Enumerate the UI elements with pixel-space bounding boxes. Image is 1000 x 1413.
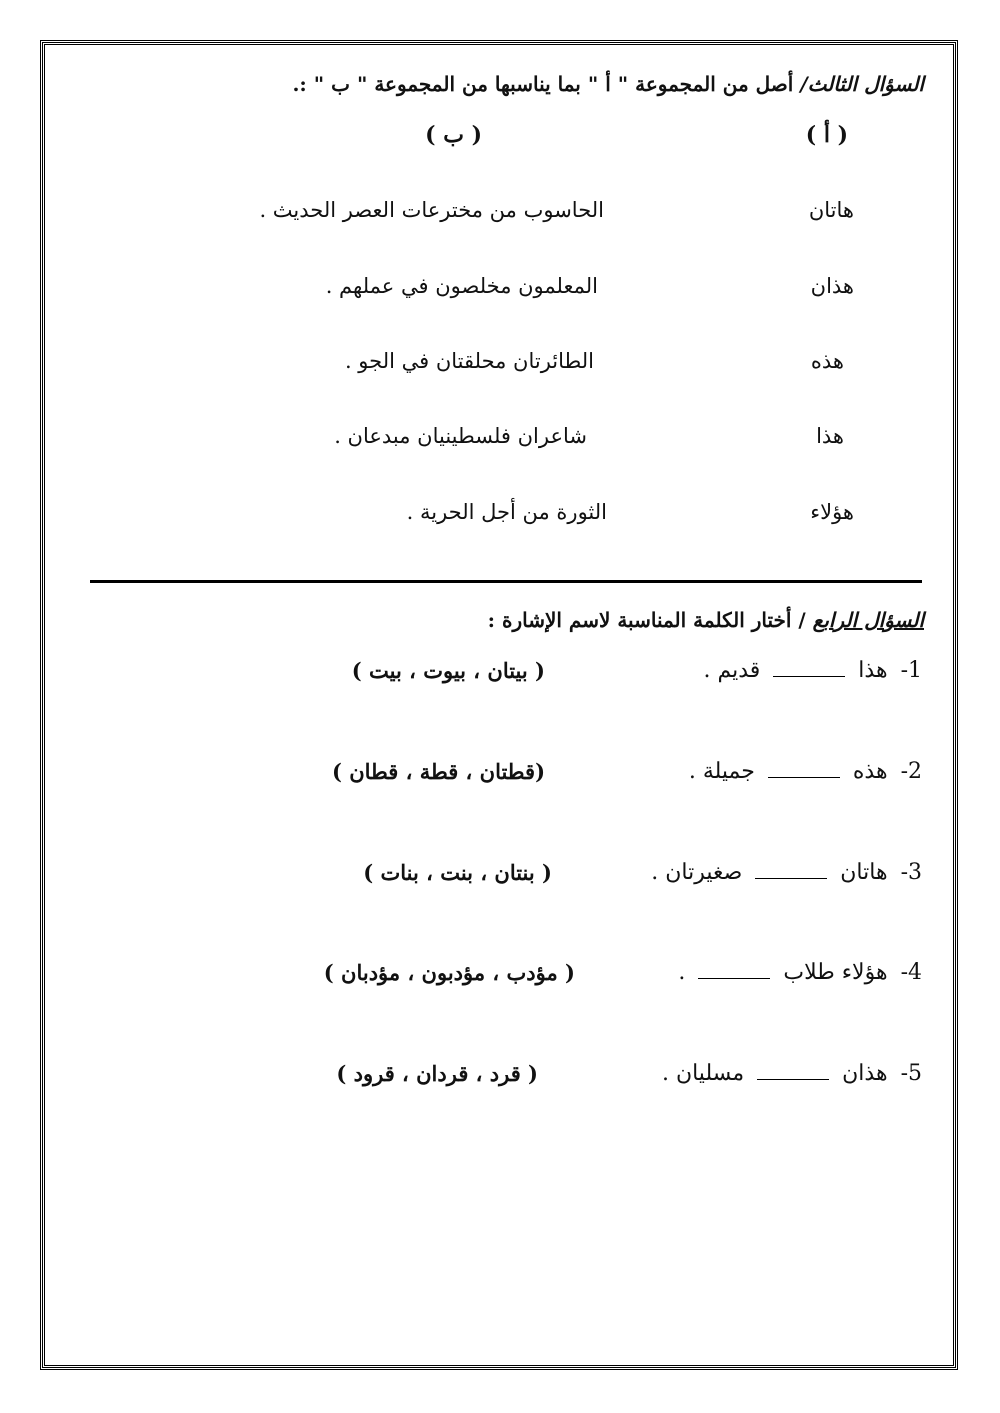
item-number: 1-	[900, 658, 922, 683]
item-after: صغيرتان .	[651, 860, 743, 885]
item-options: ( مؤدب ، مؤدبون ، مؤدبان )	[323, 960, 575, 985]
q3-title	[292, 72, 924, 96]
q3-instruction: أصل من المجموعة " أ " بما يناسبها من المجموعة " ب " :.	[292, 72, 794, 96]
fill-item	[703, 658, 922, 683]
col-a-header: ( أ )	[805, 122, 848, 148]
item-options: (قطتان ، قطة ، قطان )	[331, 759, 545, 784]
item-after: قديم .	[703, 658, 761, 683]
fill-item	[651, 860, 922, 885]
item-number: 4-	[900, 960, 922, 985]
answer-blank[interactable]	[768, 759, 840, 778]
group-a-item: هذان	[810, 274, 854, 298]
answer-blank[interactable]	[755, 860, 827, 879]
item-number: 5-	[900, 1061, 922, 1086]
item-before: هذا	[858, 658, 888, 683]
answer-blank[interactable]	[757, 1061, 829, 1080]
item-options: ( بيتان ، بيوت ، بيت )	[351, 658, 545, 683]
item-before: هذه	[852, 759, 888, 784]
item-before: هاتان	[840, 860, 888, 885]
q4-instruction: / أختار الكلمة المناسبة لاسم الإشارة :	[487, 608, 806, 632]
group-a-item: هذه	[810, 349, 844, 373]
answer-blank[interactable]	[773, 658, 845, 677]
item-before: هؤلاء طلاب	[783, 960, 888, 985]
group-b-item: الطائرتان محلقتان في الجو .	[344, 349, 594, 373]
fill-item	[662, 1061, 922, 1086]
item-options: ( بنتان ، بنت ، بنات )	[363, 860, 552, 885]
fill-item	[689, 759, 922, 784]
group-b-item: الحاسوب من مخترعات العصر الحديث .	[259, 198, 604, 222]
group-a-item: هؤلاء	[810, 500, 854, 524]
item-after: مسليان .	[661, 1061, 745, 1086]
col-b-header: ( ب )	[425, 122, 482, 148]
item-number: 2-	[900, 759, 922, 784]
group-a-item: هاتان	[808, 198, 854, 222]
group-b-item: المعلمون مخلصون في عملهم .	[325, 274, 598, 298]
item-after: جميلة .	[688, 759, 755, 784]
group-b-item: الثورة من أجل الحرية .	[406, 500, 607, 524]
page-border-inner	[44, 44, 954, 1366]
q3-lead: السؤال الثالث/	[800, 72, 924, 96]
group-b-item: شاعران فلسطينيان مبدعان .	[334, 424, 587, 448]
item-after: .	[678, 960, 686, 985]
fill-item	[678, 960, 922, 985]
item-before: هذان	[842, 1061, 888, 1086]
q4-title	[488, 608, 924, 632]
q4-lead: السؤال الرابع	[812, 608, 924, 632]
item-options: ( قرد ، قردان ، قرود )	[336, 1061, 538, 1086]
group-a-item: هذا	[816, 424, 844, 448]
section-divider	[90, 580, 922, 583]
answer-blank[interactable]	[698, 960, 770, 979]
item-number: 3-	[900, 860, 922, 885]
